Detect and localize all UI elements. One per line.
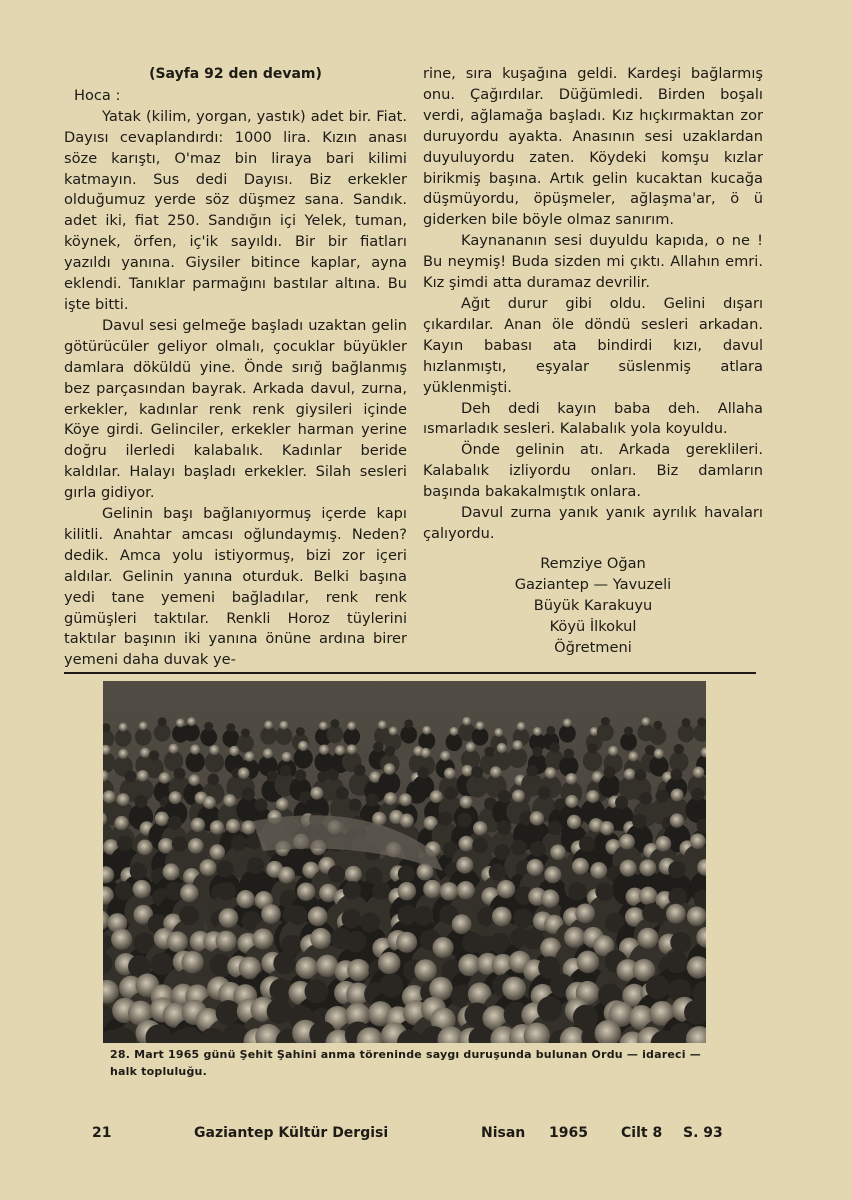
crowd-photo <box>103 681 706 1043</box>
paragraph: Deh dedi kayın baba deh. Allaha ısmarladık sesleri. Kalabalık yola koyuldu. <box>423 399 763 438</box>
paragraph: Davul zurna yanık yanık ayrılık havaları çalıyordu. <box>423 504 763 542</box>
paragraph: Önde gelinin atı. Arkada gereklileri. Kalabalık izliyordu onları. Biz damların başında bakakalmıştık onlara. <box>423 441 763 501</box>
paragraph: Kaynananın sesi duyuldu kapıda, o ne ! Bu neymiş! Buda sizden mi çıktı. Allahın emri. Kız şimdi atta duramaz devrilir. <box>423 232 763 292</box>
paragraph: Hoca : <box>74 86 121 104</box>
crowd-photo-image <box>103 681 706 1043</box>
issue-month: Nisan <box>481 1125 526 1141</box>
magazine-name: Gaziantep Kültür Dergisi <box>194 1125 389 1141</box>
article-right-column <box>423 64 763 658</box>
author-name: Remziye Oğan <box>540 554 646 572</box>
author-village: Büyük Karakuyu <box>533 596 653 614</box>
issue-number: S. 93 <box>683 1125 723 1141</box>
paragraph: Davul sesi gelmeğe başladı uzaktan gelin götürücüler geliyor olmalı, çocuklar büyükler damlara döküldü yine. Önde sırığ bağlanmış bez parçasından bayrak. Arkada davul, zurna, erkekler, kadınlar renk renk giysileri içinde Köye girdi. Gelinciler, erkekler harman yerine doğru ilerledi kalabalık. Kadınlar beride kaldılar. Halayı başladı erkekler. Silah sesleri gırla gidiyor. <box>64 316 407 502</box>
paragraph: Ağıt durur gibi oldu. Gelini dışarı çıkardılar. Anan öle döndü sesleri arkadan. Kayın babası ata bindirdi kızı, davul hızlanmıştı, eşyalar süslenmiş atlara yüklenmişti. <box>423 294 763 396</box>
issue-year: 1965 <box>549 1125 588 1141</box>
page-number: 21 <box>92 1125 112 1141</box>
author-location: Gaziantep — Yavuzeli <box>514 575 672 593</box>
volume-number: Cilt 8 <box>621 1125 663 1141</box>
author-signature <box>423 553 763 658</box>
photo-caption: 28. Mart 1965 günü Şehit Şahini anma töreninde saygı duruşunda bulunan Ordu — idareci — halk topluluğu. <box>110 1048 701 1078</box>
continued-note: (Sayfa 92 den devam) <box>149 66 322 82</box>
divider-rule <box>64 672 756 674</box>
author-school: Köyü İlkokul <box>549 617 637 635</box>
paragraph: Gelinin başı bağlanıyormuş içerde kapı kilitli. Anahtar amcası oğlundaymış. Neden? dedik. Amca yolu istiyormuş, bizi zor içeri aldılar. Gelinin yanına oturduk. Belki başına yedi tane yemeni bağladılar, renk renk gümüşleri taktılar. Renkli Horoz tüylerini taktılar başının iki yanına önüne ardına birer yemeni daha duvak ye- <box>64 505 407 669</box>
article-left-column <box>64 64 407 671</box>
author-title: Öğretmeni <box>554 638 632 656</box>
paragraph: rine, sıra kuşağına geldi. Kardeşi bağlarmış onu. Çağırdılar. Düğümledi. Birden boşalı verdi, ağlamağa başladı. Kız hıçkırmaktan zor duruyordu ayakta. Anasının sesi uzaklardan duyuluyordu zaten. Köydeki komşu kızlar birikmiş başına. Artık gelin kucaktan kucağa düşmüyordu, öpüşmeler, ağlaşma'ar, ö ü giderken bile böyle olmaz sanırım. <box>423 65 763 229</box>
paragraph: Yatak (kilim, yorgan, yastık) adet bir. Fiat. Dayısı cevaplandırdı: 1000 lira. Kızın anası söze karıştı, O'maz bin liraya bari kilimi katmayın. Sus dedi Dayısı. Biz erkekler olduğumuz yerde söz düşmez sana. Sandık. adet iki, fiat 250. Sandığın içi Yelek, tuman, köynek, örfen, iç'ik sayıldı. Bir bir fiatları yazıldı yanına. Giysiler bitince kaplar, ayna eklendi. Tanıklar parmağını bastılar altına. Bu işte bitti. <box>64 107 407 313</box>
